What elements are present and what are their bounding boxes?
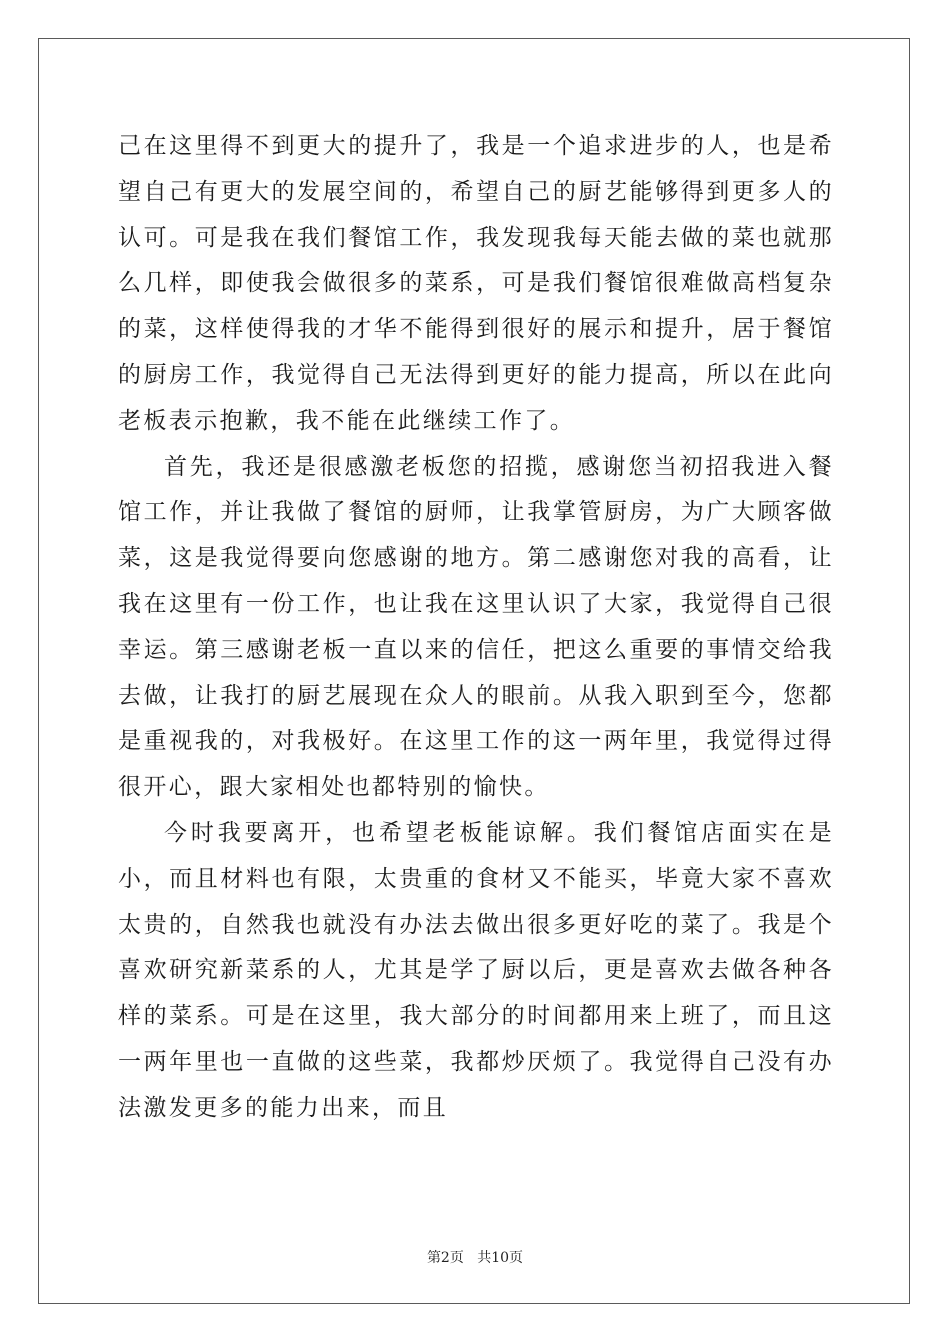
page-footer bbox=[0, 1247, 950, 1267]
page-total: 共10页 bbox=[477, 1250, 524, 1266]
paragraph-2: 首先，我还是很感激老板您的招揽，感谢您当初招我进入餐馆工作，并让我做了餐馆的厨师，让我掌管厨房，为广大顾客做菜，这是我觉得要向您感谢的地方。第二感谢您对我的高看，让我在这里有一份工作，也让我在这里认识了大家，我觉得自己很幸运。第三感谢老板一直以来的信任，把这么重要的事情交给我去做，让我打的厨艺展现在众人的眼前。从我入职到至今，您都是重视我的，对我极好。在这里工作的这一两年里，我觉得过得很开心，跟大家相处也都特别的愉快。 bbox=[118, 453, 834, 801]
document-body bbox=[118, 124, 834, 1132]
paragraph-1: 己在这里得不到更大的提升了，我是一个追求进步的人，也是希望自己有更大的发展空间的，希望自己的厨艺能够得到更多人的认可。可是我在我们餐馆工作，我发现我每天能去做的菜也就那么几样，即使我会做很多的菜系，可是我们餐馆很难做高档复杂的菜，这样使得我的才华不能得到很好的展示和提升，居于餐馆的厨房工作，我觉得自己无法得到更好的能力提高，所以在此向老板表示抱歉，我不能在此继续工作了。 bbox=[118, 133, 834, 434]
paragraph-3: 今时我要离开，也希望老板能谅解。我们餐馆店面实在是小，而且材料也有限，太贵重的食材又不能买，毕竟大家不喜欢太贵的，自然我也就没有办法去做出很多更好吃的菜了。我是个喜欢研究新菜系的人，尤其是学了厨以后，更是喜欢去做各种各样的菜系。可是在这里，我大部分的时间都用来上班了，而且这一两年里也一直做的这些菜，我都炒厌烦了。我觉得自己没有办法激发更多的能力出来，而且 bbox=[118, 819, 834, 1121]
page-number: 第2页 bbox=[426, 1250, 464, 1266]
